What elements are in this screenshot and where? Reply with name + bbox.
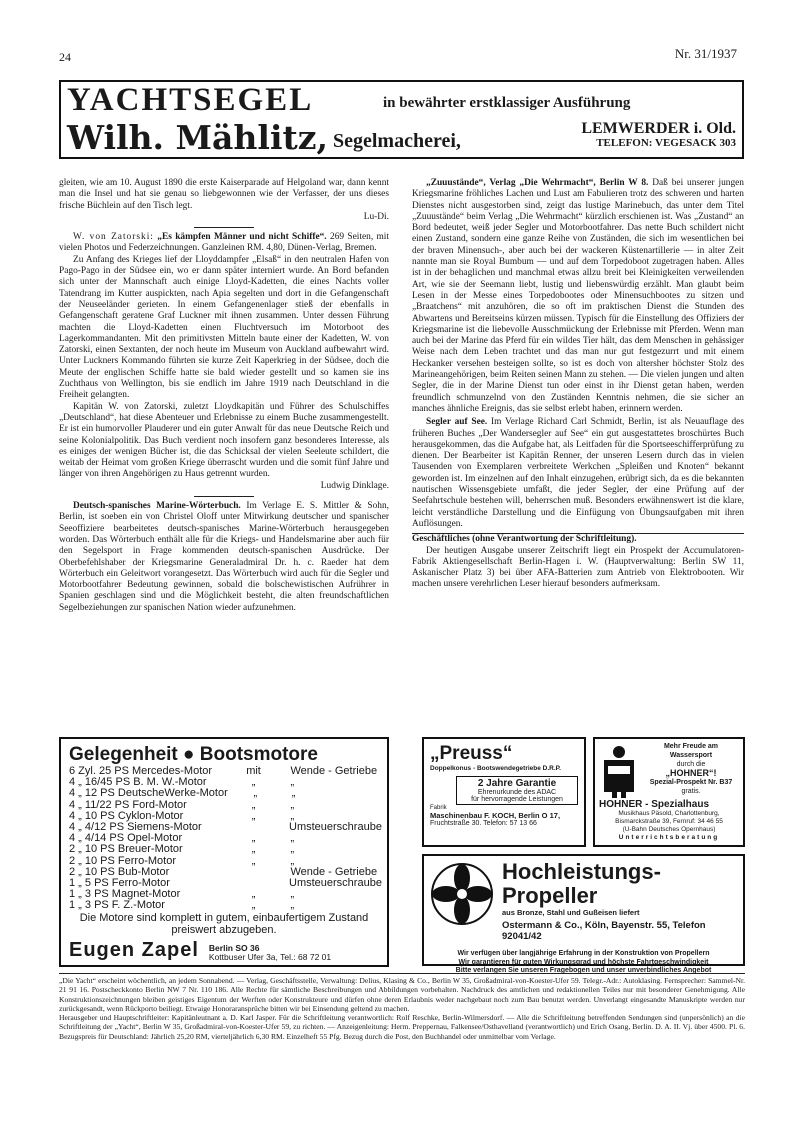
imprint-paragraph: Herausgeber und Hauptschriftleiter: Kapitänleutnant a. D. Karl Jasper. Für die Schriftleitung verantwortlich: Rolf Reschke, Berlin-Wilmersdorf. — Alle die Schriftleitung betreffenden Sendungen sind (unpersönlich) an die Schriftleitung der „Yacht“, Berlin W 35, Großadmiral-von-Koester-Ufer 59, zu richten. — Anzeigenleitung: Herm. Preppernau, Falkensee/Osthavelland (verantwortlich) und Erich Osang, Berlin. D. A. II. Vj. über 4500. Pl. 6. Bezugspreis für Deutschland: Jährlich 25,20 RM, vierteljährlich 6,30 RM. Einzelheft 55 Pfg. Bezug durch die Post, den Buchhandel oder unmittelbar vom Verlage. xyxy=(59,1013,745,1041)
preuss-fabrik-label: Fabrik xyxy=(430,805,447,811)
engine-gear: Umsteuerschraube xyxy=(289,821,382,834)
zuuustaende-paragraph: Daß bei unserer jungen Kriegsmarine fröhliches Lachen und Lust am Fabulieren trotz des schweren und harten Dienstes nicht ausgestorben sind, zeigt das lustige Marinebuch, das unter dem Titel „Zuuustände“ beim Verlag „Die Wehrmacht“ kürzlich erschienen ist. Was „Zustand“ an Bord bedeutet, weiß jeder Segler und Motorbootfahrer. Das nette Buch schildert nicht einen Zustand, sondern eine ganze Reihe von Zuständen, die sich im wesentlichen bei der braven Minensuch-, aber auch bei der wackeren Küstenartillerie — in alter Zeit nannte man sie Royal Bumbum — und auf dem Torpedoboot zugetragen haben. Alles ist in der behaglichen und manchmal etwas allzu breit bei Kleinigkeiten verweilenden Art, wie sie der Seemann liebt, lustig und liebenswürdig erzählt. Man glaubt beim Lesen in der Messe eines Torpedobootes oder Minensuchbootes zu sitzen und „Braatchens“ mit anzuhören, die so oft im praktischen Dienst die Stunden des Abwartens und Bereitseins kürzen müssen. Typisch für die Einstellung des Offiziers der Kriegsmarine ist die liebevolle Ausschmückung der Erlebnisse mit Pferden. Wenn man auch bei der Marine das Pferd für ein wildes Tier hält, das dem Menschen in gehässiger Weise nach dem Leben trachtet und das man nur gut festgezurrt und mit einem Heckanker versehen besteigen sollte, so ist es doch von altersher höchster Stolz des Marineangehörigen, beim Reiten seinen Mann zu stehen. — Die vielen jungen und alten Segler, die in der Marine Dienst tun oder einst in ihr Dienst getan haben, werden freundlich schmunzelnd von den Zuständen Kenntnis nehmen, die sie sicher an manches ähnliche Ereignis, das sie selbst erlebt haben, erinnern werden. xyxy=(412,178,744,414)
review-paragraph: Zu Anfang des Krieges lief der Lloyddampfer „Elsaß“ in den neutralen Hafen von Pago-Pago in der Südsee ein, wo er dann später interniert wurde. An Bord befanden sich unter der Mannschaft auch einige Lloyd-Kadetten, die eines Nachts voller Tatendrang im Kutter auspickten, nach Apia segelten und dort in die Gefangenschaft der Neuseeländer gerieten. In einem Gefangenenlager stieß der ebenfalls in Gefangenschaft geratene Graf Luckner mit ihnen zusammen. Unter dessen Führung machten die Lloyd-Kadetten einen Fluchtversuch im Motorboot des Lagerkommandanten. Mit den primitivsten Mitteln baute einer der Kadetten, W. von Zatorski, einen Sextanten, der noch heute im Museum von Auckland aufbewahrt wird. Unter Luckners Kommando führten sie kurze Zeit Kaperkrieg in der Südsee, doch die Meute der englischen Schiffe hatte sie bald wieder gestellt und so kamen sie ins Zuchthaus von Wellington, bis sie endlich im Jahre 1919 nach Deutschland in die Freiheit gelangten. xyxy=(59,254,389,401)
engine-gear: „ xyxy=(290,809,295,822)
left-column xyxy=(59,178,389,614)
engine-model: 4 „ 4/14 PS Opel-Motor xyxy=(69,832,183,845)
engine-gear: „ xyxy=(291,787,296,800)
imprint xyxy=(59,976,745,1041)
engine-model: 6 Zyl. 25 PS Mercedes-Motor xyxy=(69,765,213,777)
geschaeftliches-paragraph: Der heutigen Ausgabe unserer Zeitschrift liegt ein Prospekt der Accumulatoren-Fabrik Aktiengesellschaft Berlin-Hagen i. W. (Hauptverwaltung: Berlin SW 11, Askanischer Platz 3) bei über AFA-Batterien zum Antrieb von Elektrobooten. Wir machen unsere verehrlichen Leser hierauf besonders aufmerksam. xyxy=(412,545,744,590)
hohner-ad xyxy=(593,737,745,847)
preuss-award-note: für hervorragende Leistungen xyxy=(471,796,563,803)
engine-with xyxy=(217,867,291,878)
engines-ad-name: Eugen Zapel xyxy=(69,938,199,961)
propeller-line: Wir verfügen über langjährige Erfahrung in der Konstruktion von Propellern xyxy=(457,950,710,957)
engine-model: 1 „ 3 PS F. Z.-Motor xyxy=(69,899,165,912)
propeller-line: Wir garantieren für guten Wirkungsgrad und höchste Fahrtgeschwindigkeit xyxy=(458,958,709,966)
page-number: 24 xyxy=(59,50,71,64)
engine-with: „ xyxy=(253,787,258,800)
hohner-spezialhaus: HOHNER - Spezialhaus xyxy=(599,799,710,810)
engine-with: „ xyxy=(251,888,256,901)
preuss-guarantee: 2 Jahre Garantie xyxy=(477,778,557,789)
woerterbuch-paragraph: Im Verlage E. S. Mittler & Sohn, Berlin, ist soeben ein von Christel Oloff unter Mitwirkung deutscher und spanischer Seeoffiziere bearbeitetes deutsch-spanisches Marine-Wörterbuch herausgegeben worden. Das Wörterbuch enthält alle für die Kriegs- und Handelsmarine aber auch für den Segelsport in Frage kommenden deutsch-spanischen Ausdrücke. Der Oberbefehlshaber der Kriegsmarine Generaladmiral Dr. h. c. Raeder hat dem Wörterbuch ein Geleitwort vorangesetzt. Das Wörterbuch wird auch für die Segler und Motorbootfahrer Bedeutung gewinnen, sobald die bolschewistischen Aufrührer in Spanien geschlagen sind und die Möglichkeit besteht, die alten freundschaftlichen Segelbeziehungen zur spanischen Nation wieder aufzunehmen. xyxy=(59,501,390,613)
engine-with: „ xyxy=(251,899,256,912)
heading-segler: Segler auf See. xyxy=(426,417,488,428)
engine-with: „ xyxy=(251,832,256,845)
intro-paragraph: gleiten, wie am 10. August 1890 die erste Kaiserparade auf Helgoland war, dann kennt man die Insel und hat sie genau so liebgewonnen wie der Verfasser, der uns dieses frische Büchlein auf den Tisch legt. xyxy=(59,178,389,211)
engine-gear: „ xyxy=(290,843,295,856)
hohner-slogan: Mehr Freude am Wassersport xyxy=(663,743,719,759)
hohner-ubahn: (U-Bahn Deutsches Opernhaus) xyxy=(622,826,716,833)
review-signature: Ludwig Dinklage. xyxy=(320,480,389,491)
engine-gear: Umsteuerschraube xyxy=(289,877,382,890)
author: W. von Zatorski: xyxy=(73,232,154,243)
engine-row xyxy=(69,844,379,855)
engine-with: „ xyxy=(251,843,256,856)
banner-subtitle: in bewährter erstklassiger Ausführung xyxy=(383,95,631,111)
preuss-title: „Preuss“ xyxy=(430,743,513,764)
preuss-ad xyxy=(422,737,586,847)
right-column xyxy=(412,178,744,591)
hohner-shop: Musikhaus Päsold, Charlottenburg, xyxy=(618,810,720,817)
engine-gear: „ xyxy=(290,854,295,867)
engine-with: „ xyxy=(251,854,256,867)
hohner-prospekt: Spezial-Prospekt Nr. B37 xyxy=(649,779,733,786)
engine-model: 4 „ 10 PS Cyklon-Motor xyxy=(69,809,184,822)
engine-model: 1 „ 3 PS Magnet-Motor xyxy=(69,888,181,901)
hohner-street: Bismarckstraße 39, Fernruf: 34 46 55 xyxy=(615,818,723,825)
engine-row xyxy=(69,900,379,911)
preuss-subtitle: Doppelkonus - Bootswendegetriebe D.R.P. xyxy=(430,765,561,772)
engine-with: „ xyxy=(251,809,256,822)
hohner-slogan-2: durch die xyxy=(676,761,706,768)
engine-with: „ xyxy=(251,798,256,811)
hohner-accordion-icon xyxy=(600,744,638,798)
heading-woerterbuch: Deutsch-spanisches Marine-Wörterbuch. xyxy=(73,501,241,512)
imprint-paragraph: „Die Yacht“ erscheint wöchentlich, an jedem Sonnabend. — Verlag, Geschäftsstelle, Verwaltung: Delius, Klasing & Co., Berlin W 35, Großadmiral-von-Koester-Ufer 59. Telegr.-Adr.: Autoklasing. Fernsprecher: Sammel-Nr. 21 91 16. Postscheckkonto Berlin NW 7 Nr. 110 186. Alle Rechte für sämtliche Beschreibungen und Abbildungen vorbehalten. Nachdruck des amtlichen und redaktionellen Teiles nur mit besonderer Genehmigung. Alle Konstruktionszeichnungen bleiben geistiges Eigentum der Werften oder Konstrukteure und dürfen ohne deren Erlaubnis weder nachgebaut noch zum Bau benutzt werden. Unverlangt eingesandte Manuskripte werden nur zurückgesandt, wenn Rückporto beiliegt. Etwaige Honoraransprüche bitten wir bei Einsendung geltend zu machen. xyxy=(59,976,745,1013)
engine-gear: Wende - Getriebe xyxy=(290,765,378,777)
divider xyxy=(194,227,254,228)
divider xyxy=(194,496,254,497)
preuss-maker: Maschinenbau F. KOCH, Berlin O 17, xyxy=(430,811,561,820)
engine-gear: „ xyxy=(290,832,295,845)
propeller-company: Ostermann & Co., Köln, Bayenstr. 55, Telefon 92041/42 xyxy=(502,920,706,942)
engine-model: 4 „ 12 PS DeutscheWerke-Motor xyxy=(69,787,228,800)
engine-model: 4 „ 16/45 PS B. M. W.-Motor xyxy=(69,776,207,789)
engine-gear: „ xyxy=(290,899,295,912)
propeller-title: Hochleistungs-Propeller xyxy=(502,859,661,908)
banner-trade: Segelmacherei, xyxy=(333,130,461,152)
engine-list xyxy=(69,765,382,912)
book-title: „Es kämpfen Männer und nicht Schiffe“. xyxy=(157,232,327,243)
propeller-subtitle: aus Bronze, Stahl und Gußeisen liefert xyxy=(502,908,640,917)
engine-model: 2 „ 10 PS Ferro-Motor xyxy=(69,854,176,867)
preuss-address: Fruchtstraße 30. Telefon: 57 13 66 xyxy=(430,820,537,827)
footer-rule xyxy=(59,973,745,974)
boat-engines-ad xyxy=(59,737,389,967)
engines-ad-footer: Die Motore sind komplett in gutem, einbaufertigem Zustand preiswert abzugeben. xyxy=(79,911,369,936)
engine-with: mit xyxy=(246,765,261,777)
yachtsegel-banner-ad xyxy=(59,80,744,159)
banner-phone: TELEFON: VEGESACK 303 xyxy=(596,137,736,149)
hohner-gratis: gratis. xyxy=(681,788,701,795)
engine-model: 2 „ 10 PS Bub-Motor xyxy=(69,865,170,878)
engines-ad-title: Gelegenheit ● Bootsmotore xyxy=(69,744,319,765)
review-paragraph: Kapitän W. von Zatorski, zuletzt Lloydkapitän und Führer des Schulschiffes „Deutschland“, hat diese Abenteuer und Erlebnisse zu einem Buche zusammengestellt. Er ist ein humorvoller Plauderer und ein guter Anwalt für das neue Deutsche Reich und seine Kolonialpolitik. Das Buch verdient noch insofern ganz besonderes Interesse, als es einiges der wenigen Bücher ist, die das Schicksal der vielen Seeleute schildert, die weitab der Heimat vom großen Kriege überrascht wurden und die somit fünf Jahre und länger von ihren Angehörigen zu Haus getrennt wurden. xyxy=(59,401,389,480)
hohner-unterricht: Unterrichtsberatung xyxy=(618,834,720,841)
engine-with: „ xyxy=(251,776,256,789)
engine-gear: Wende - Getriebe xyxy=(290,865,378,878)
engine-model: 1 „ 5 PS Ferro-Motor xyxy=(69,877,170,890)
engine-model: 4 „ 4/12 PS Siemens-Motor xyxy=(69,821,202,834)
heading-zuuustaende: „Zuuustände“, Verlag „Die Wehrmacht“, Berlin W 8. xyxy=(426,178,649,188)
issue-number: Nr. 31/1937 xyxy=(674,46,737,61)
engine-gear: „ xyxy=(290,798,295,811)
preuss-award: Ehrenurkunde des ADAC xyxy=(477,789,557,796)
heading-geschaeftliches: Geschäftliches (ohne Verantwortung der Schriftleitung). xyxy=(412,534,637,545)
engine-model: 2 „ 10 PS Breuer-Motor xyxy=(69,843,183,856)
engine-gear: „ xyxy=(290,776,295,789)
banner-company: Wilh. Mählitz, xyxy=(67,118,328,157)
segler-paragraph: Im Verlage Richard Carl Schmidt, Berlin, ist als Neuauflage des früheren Buches „Der Wandersegler auf See“ ein gut ausgestattetes broschürtes Buch herausgekommen, das die Aufgabe hat, als Leitfaden für die Sportseeschifferprüfung zu dienen. Der Bearbeiter ist Kapitän Renner, der unseren Lesern durch das in vielen Tausenden von Exemplaren verbreitete Werkchen „Spleißen und Knoten“ bekannt geworden ist. Im einzelnen auf den Inhalt einzugehen, erübrigt sich, da es die bekannten nautischen Wissensgebiete umfaßt, die jeder Segler, der eine Prüfung auf der Seefahrtschule bestehen will, beherrschen muß. Besonders erwähnenswert ist die klare, leicht verständliche Darstellung und die Einfügung von Übungsaufgaben mit ihren Auflösungen. xyxy=(412,417,744,529)
engines-ad-address: Berlin SO 36 xyxy=(208,942,260,953)
engine-gear: „ xyxy=(290,888,295,901)
engine-model: 4 „ 11/22 PS Ford-Motor xyxy=(69,798,187,811)
engines-ad-phone: Kottbuser Ufer 3a, Tel.: 68 72 01 xyxy=(208,951,332,962)
banner-place: LEMWERDER i. Old. xyxy=(581,120,736,137)
propeller-line: Bitte verlangen Sie unseren Fragebogen und unser unverbindliches Angebot xyxy=(455,967,712,974)
review-heading-zatorski xyxy=(59,232,389,255)
intro-signature: Lu-Di. xyxy=(363,211,389,222)
book-details: 269 Seiten, mit vielen Photos und Federzeichnungen. Ganzleinen RM. 4,80, Dünen-Verlag, Bremen. xyxy=(59,232,390,254)
hohner-brand: „HOHNER“! xyxy=(665,768,717,778)
banner-title: YACHTSEGEL xyxy=(67,82,314,118)
propeller-icon xyxy=(430,862,494,926)
propeller-ad xyxy=(422,854,745,974)
engine-row xyxy=(69,788,379,799)
